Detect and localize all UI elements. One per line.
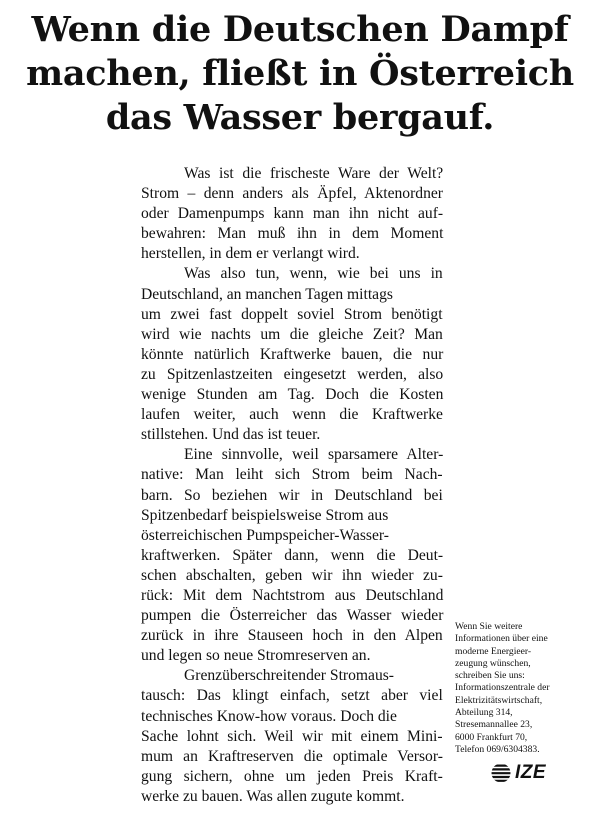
body-line: herstellen, in dem er verlangt wird.: [141, 245, 360, 263]
contact-line: Elektrizitätswirtschaft,: [455, 694, 543, 706]
contact-line: Abteilung 314,: [455, 707, 513, 719]
body-line: technisches Know-how voraus. Doch die: [141, 707, 397, 725]
headline-line-2: machen, fließt in Österreich: [26, 53, 574, 94]
contact-line: Telefon 069/6304383.: [455, 743, 540, 755]
body-line: pumpen die Österreicher das Wasser wieder: [141, 607, 444, 625]
body-line: um zwei fast doppelt soviel Strom benötigt: [141, 305, 443, 323]
body-line: barn. So beziehen wir in Deutschland bei: [141, 486, 443, 504]
headline: [0, 8, 600, 140]
body-line: wenige Stunden am Tag. Doch die Kosten: [141, 386, 444, 404]
contact-line: zeugung wünschen,: [455, 657, 531, 669]
contact-line: Stresemannallee 23,: [455, 719, 533, 731]
headline-line-1: Wenn die Deutschen Dampf: [31, 9, 569, 50]
contact-info: [455, 621, 595, 756]
body-line: tausch: Das klingt einfach, setzt aber viel: [141, 687, 443, 705]
contact-line: schreiben Sie uns:: [455, 670, 525, 682]
contact-line: Informationen über eine: [455, 633, 548, 645]
body-line: bewahren: Man muß ihn in dem Moment: [141, 225, 444, 243]
body-line: Was ist die frischeste Ware der Welt?: [184, 165, 444, 182]
contact-line: moderne Energieer-: [455, 645, 532, 657]
body-line: Grenzüberschreitender Stromaus-: [184, 667, 394, 685]
body-line: Deutschland, an manchen Tagen mittags: [141, 285, 393, 303]
body-line: und legen so neue Stromreserven an.: [141, 647, 371, 665]
body-line: mum an Kraftreserven die optimale Versor-: [141, 747, 443, 765]
body-line: native: Man leiht sich Strom beim Nach-: [141, 466, 443, 484]
body-line: werke zu bauen. Was allen zugute kommt.: [141, 787, 405, 805]
body-line: wird wie nachts um die gleiche Zeit? Man: [141, 325, 443, 343]
body-line: Sache lohnt sich. Weil wir mit einem Mini-: [141, 727, 443, 745]
body-copy: [141, 164, 443, 807]
ize-logo: [491, 763, 546, 783]
body-line: zu Spitzenlastzeiten eingesetzt werden, also: [141, 365, 444, 383]
logo-wordmark: IZE: [515, 762, 547, 783]
body-line: Was also tun, wenn, wie bei uns in: [184, 265, 443, 283]
contact-line: 6000 Frankfurt 70,: [455, 731, 528, 743]
body-line: gung sichern, ohne um jeden Preis Kraft-: [141, 767, 443, 785]
body-line: zurück in ihre Stauseen hoch in den Alpen: [141, 627, 443, 645]
body-line: österreichischen Pumpspeicher-Wasser-: [141, 526, 389, 544]
body-line: Strom – denn anders als Äpfel, Aktenordner: [141, 185, 443, 203]
headline-line-3: das Wasser bergauf.: [105, 97, 495, 138]
body-line: rück: Mit dem Nachtstrom aus Deutschland: [141, 586, 444, 604]
body-line: Eine sinnvolle, weil sparsamere Alter-: [184, 446, 444, 464]
body-line: oder Damenpumps kann man ihn nicht auf-: [141, 205, 444, 223]
body-line: schen abschalten, geben wir ihn wieder zu-: [141, 566, 443, 584]
contact-line: Wenn Sie weitere: [455, 621, 523, 632]
body-line: kraftwerken. Später dann, wenn die Deut-: [141, 546, 444, 564]
body-line: könnte natürlich Kraftwerke bauen, die nur: [141, 345, 444, 363]
globe-stripes-icon: [491, 763, 513, 783]
body-line: laufen weiter, auch wenn die Kraftwerke: [141, 406, 443, 424]
body-line: Spitzenbedarf beispielsweise Strom aus: [141, 506, 389, 524]
body-line: stillstehen. Und das ist teuer.: [141, 426, 321, 444]
contact-line: Informationszentrale der: [455, 682, 550, 694]
